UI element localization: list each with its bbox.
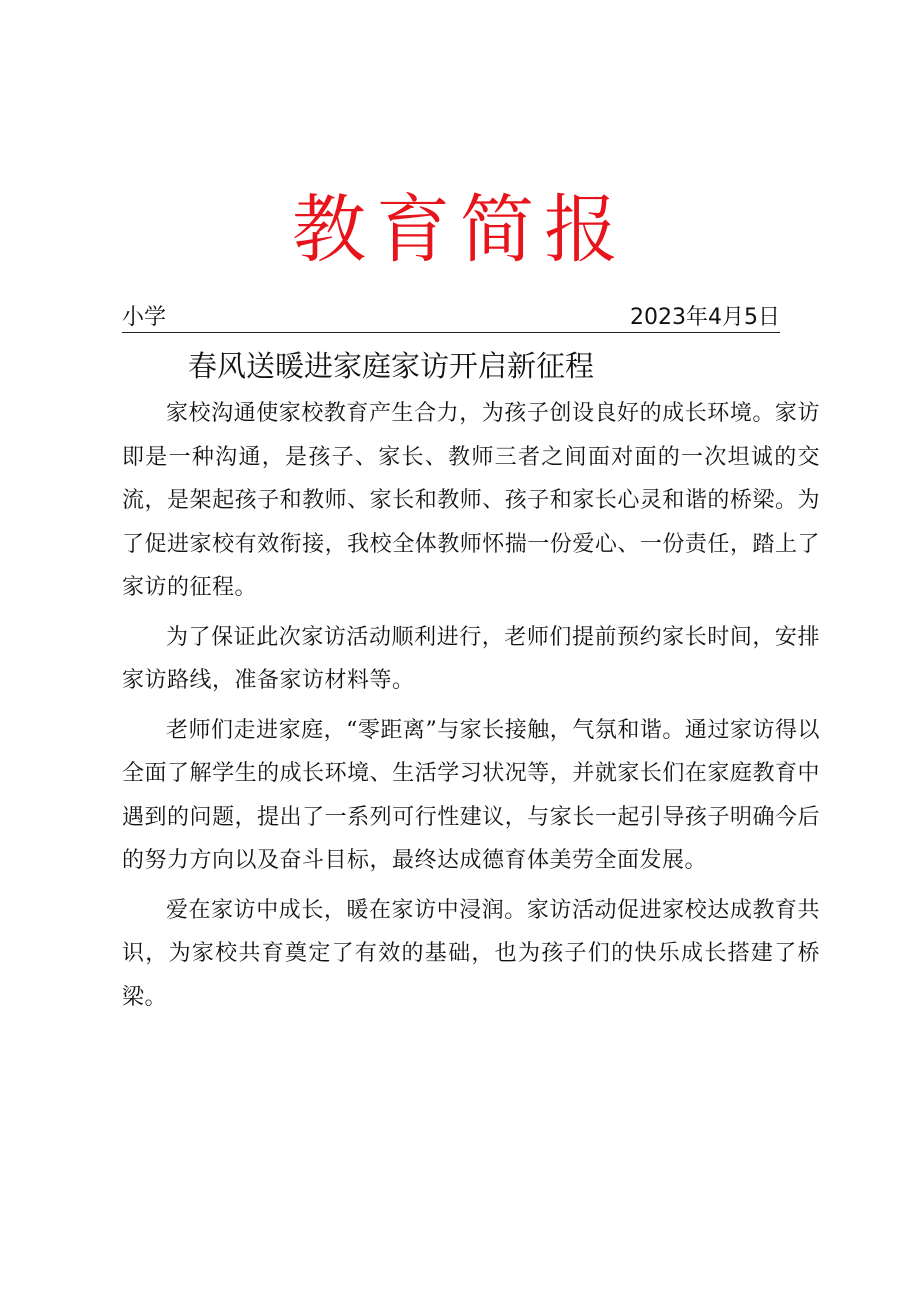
article-paragraph: 为了保证此次家访活动顺利进行，老师们提前预约家长时间，安排家访路线，准备家访材料等。 (122, 624, 820, 693)
organization-label: 小学 (122, 305, 167, 330)
article-paragraph: 家校沟通使家校教育产生合力，为孩子创设良好的成长环境。家访即是一种沟通，是孩子、家长、教师三者之间面对面的一次坦诚的交流，是架起孩子和教师、家长和教师、孩子和家长心灵和谐的桥梁。为了促进家校有效衔接，我校全体教师怀揣一份爱心、一份责任，踏上了家访的征程。 (122, 401, 820, 600)
article-headline: 春风送暖进家庭家访开启新征程 (188, 349, 595, 383)
article-paragraph: 老师们走进家庭，“零距离”与家长接触，气氛和谐。通过家访得以全面了解学生的成长环境、生活学习状况等，并就家长们在家庭教育中遇到的问题，提出了一系列可行性建议，与家长一起引导孩子明确今后的努力方向以及奋斗目标，最终达成德育体美劳全面发展。 (122, 717, 820, 873)
article-body (122, 392, 820, 1025)
dateline-bar (122, 304, 780, 333)
article-paragraph: 爱在家访中成长，暖在家访中浸润。家访活动促进家校达成教育共识，为家校共育奠定了有效的基础，也为孩子们的快乐成长搭建了桥梁。 (122, 897, 820, 1010)
masthead-title: 教育简报 (292, 187, 628, 273)
issue-date: 2023年4月5日 (630, 305, 780, 330)
